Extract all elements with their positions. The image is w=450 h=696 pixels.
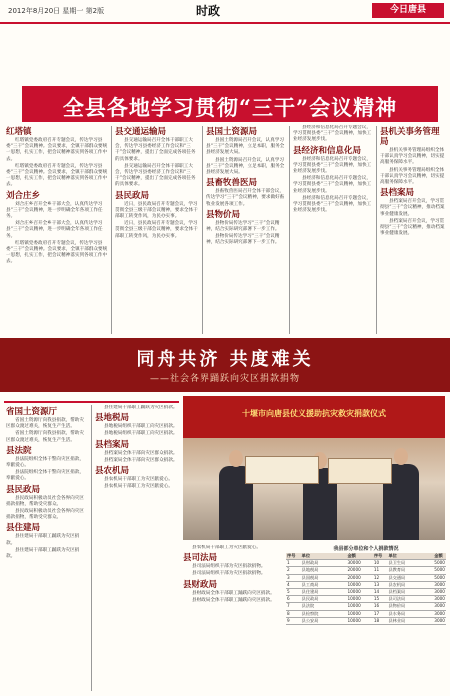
article-body: 县住建局干部职工踊跃为灾区捐款。 — [104, 405, 178, 410]
table-cell: 10000 — [347, 610, 361, 616]
table-cell: 10000 — [347, 617, 361, 623]
table-cell: 县公安局 — [301, 617, 319, 623]
article-body: 近日，县民政局召开专题会议，学习贯彻全县三级干部会议精神，要求全体干部职工转变作风，为民办实事。 — [115, 201, 198, 220]
table-cell: 5000 — [434, 574, 445, 580]
article-body: 县国土资源局召开会议，认真学习县“三干”会议精神，立足本职，服务全县经济发展大局。 — [206, 157, 285, 176]
table-cell: 县检察院 — [301, 610, 319, 616]
article-heading: 省国土资源厅 — [6, 407, 58, 417]
table-row — [286, 611, 446, 618]
article-body: 刘合庄乡召开全乡干部大会，认真传达学习县“三干”会议精神，进一步明确全年各项工作任务。 — [6, 201, 103, 220]
article-heading: 县司法局 — [183, 553, 218, 564]
column-header: 单位 — [301, 553, 311, 558]
article-body: 县民政局积极动员社会各界向灾区捐款捐物，帮助受灾群众。 — [6, 509, 84, 521]
table-cell: 县国税局 — [301, 574, 319, 580]
article-heading: 刘合庄乡 — [6, 190, 41, 201]
table-cell: 5 — [287, 588, 290, 594]
table-cell: 县卫生局 — [388, 560, 406, 566]
article-heading: 县财政局 — [183, 579, 218, 590]
table-row — [286, 589, 446, 596]
table-cell: 县物价局 — [388, 603, 406, 609]
article-body: 近日，县民政局召开专题会议，学习贯彻全县三级干部会议精神，要求全体干部职工转变作风，为民办实事。 — [115, 221, 198, 239]
article-heading: 县档案局 — [380, 188, 415, 199]
article-body: 县司法局组织干部为灾区捐款捐物。 — [192, 564, 266, 570]
article-body: 县法院组织全体干警向灾区捐款，奉献爱心。 — [6, 470, 84, 482]
person-head — [229, 450, 243, 467]
table-row — [286, 618, 446, 625]
main-headline: 全县各地学习贯彻“三干”会议精神 — [62, 95, 398, 120]
table-body — [286, 560, 446, 625]
article-body: 县机关事务管理局组织全体干部认真学习会议精神，切实提高服务保障水平。 — [380, 167, 445, 186]
article-heading: 县交通运输局 — [115, 127, 167, 137]
table-cell: 2 — [287, 567, 290, 573]
article-heading: 县民政局 — [115, 190, 150, 201]
article-body: 县档案局召开会议，学习贯彻县“三干”会议精神，推动档案事业健康发展。 — [380, 218, 445, 237]
table-cell: 10 — [373, 560, 380, 566]
table-cell: 5000 — [434, 567, 445, 573]
column-divider — [289, 126, 290, 334]
table-cell: 8 — [287, 610, 290, 616]
table-cell: 11 — [373, 567, 380, 573]
table-cell: 15 — [373, 596, 380, 602]
table-cell: 16 — [373, 603, 380, 609]
column-header: 序号 — [287, 553, 296, 558]
article-heading: 红塔镇 — [6, 127, 32, 137]
ceremony-banner-text: 十堰市向唐县仗义援助抗灾救灾捐款仪式 — [242, 409, 386, 418]
person-head — [394, 448, 408, 465]
article-heading: 县经济和信息化局 — [293, 145, 362, 156]
article-body: 县档案局召开会议，学习贯彻县“三干”会议精神，推动档案事业健康发展。 — [380, 199, 445, 217]
column-header: 单位 — [388, 553, 397, 558]
article-body: 刘合庄乡召开全乡干部大会，认真传达学习县“三干”会议精神，进一步明确全年各项工作任务。 — [6, 221, 103, 239]
table-cell: 9 — [287, 617, 290, 623]
article-body: 县农机局干部职工为灾区献爱心。 — [192, 545, 261, 550]
article-heading: 县民政局 — [6, 484, 41, 495]
ceremony-banner — [183, 396, 445, 438]
table-cell: 县工商局 — [301, 581, 319, 587]
table-row — [286, 603, 446, 610]
table-cell: 3000 — [434, 610, 445, 616]
article-body: 县法院组织全体干警向灾区捐款，奉献爱心。 — [6, 456, 84, 469]
section-title: 时政 — [196, 4, 221, 18]
table-row — [286, 596, 446, 603]
article-body: 县地税局组织干部职工向灾区捐款。 — [104, 431, 178, 437]
article-body: 县交通运输局召开全体干部职工大会，传达学习县委经济工作会议和“三干”会议精神，提出了全面完成各项任务的具体要求。 — [115, 138, 196, 162]
table-cell: 县民政局 — [301, 596, 319, 602]
table-cell: 县林业局 — [388, 617, 406, 623]
table-cell: 4 — [287, 581, 290, 587]
table-cell: 30000 — [347, 560, 361, 566]
article-body: 红塔镇党委政府召开专题会议，传达学习县委“三干”会议精神。会议要求，全镇干部群众要统一思想，扎实工作，把会议精神落实到各项工作中去。 — [6, 138, 108, 162]
article-body: 红塔镇党委政府召开专题会议，传达学习县委“三干”会议精神。会议要求，全镇干部群众要统一思想，扎实工作，把会议精神落实到各项工作中去。 — [6, 163, 108, 188]
relief-title: 同舟共济 共度难关 — [136, 349, 314, 370]
table-cell: 县法院 — [301, 603, 315, 609]
table-cell: 县财政局 — [301, 560, 319, 566]
article-body: 县住建局干部职工踊跃为灾区捐款。 — [6, 547, 80, 560]
article-heading: 县物价局 — [206, 209, 241, 220]
table-cell: 10000 — [347, 596, 361, 602]
table-cell: 县农机局 — [388, 581, 406, 587]
article-body: 县经济和信息化局召开专题会议，学习贯彻县委“三干”会议精神，加快工业经济发展步伐。 — [293, 156, 372, 175]
table-row — [286, 567, 446, 574]
table-cell: 县档案局 — [388, 588, 406, 594]
article-body: 县财政局全体干部职工踊跃向灾区捐款。 — [192, 590, 275, 596]
article-body: 县经济和信息化局召开专题会议，学习贯彻县委“三干”会议精神，加快工业经济发展步伐。 — [293, 125, 372, 143]
table-cell: 17 — [373, 610, 380, 616]
article-body: 县国土资源局召开会议，认真学习县“三干”会议精神，立足本职，服务全县经济发展大局。 — [206, 138, 285, 156]
table-cell: 5000 — [434, 560, 445, 566]
table-cell: 7 — [287, 603, 290, 609]
donation-ceremony-photo — [183, 396, 445, 540]
table-cell: 10000 — [347, 581, 361, 587]
table-cell: 18 — [373, 617, 380, 623]
main-headline-banner — [22, 86, 438, 122]
table-cell: 12 — [373, 574, 380, 580]
table-cell: 3000 — [434, 617, 445, 623]
column-header: 金额 — [347, 553, 356, 558]
article-body: 县档案局全体干部向灾区群众捐款。 — [104, 450, 178, 456]
donation-cheque — [245, 456, 319, 484]
article-body: 县地税局组织干部职工向灾区捐款。 — [104, 424, 178, 430]
column-6 — [6, 405, 88, 693]
table-cell: 县住建局 — [301, 588, 319, 594]
table-cell: 6 — [287, 596, 290, 602]
table-cell: 10000 — [347, 588, 361, 594]
table-row — [286, 582, 446, 589]
article-body: 县财政局全体干部职工踊跃向灾区捐款。 — [192, 597, 275, 603]
article-heading: 县档案局 — [95, 439, 130, 450]
column-divider — [91, 405, 92, 691]
table-title: 我县部分单位和个人捐款情况 — [333, 546, 399, 552]
column-1 — [6, 125, 108, 335]
article-body: 省国土资源厅向我县捐款，帮助灾区群众渡过难关，恢复生产生活。 — [6, 431, 84, 443]
article-heading: 县地税局 — [95, 413, 130, 424]
table-row — [286, 575, 446, 582]
column-divider — [111, 126, 112, 334]
article-body: 县农机局干部职工为灾区献爱心。 — [104, 477, 173, 483]
table-cell: 20000 — [347, 574, 361, 580]
column-8 — [183, 545, 283, 693]
column-5 — [380, 125, 446, 335]
table-cell: 县教育局 — [388, 567, 406, 573]
masthead — [0, 0, 450, 24]
table-cell: 3000 — [434, 596, 445, 602]
table-cell: 县交通局 — [388, 574, 406, 580]
article-heading: 县住建局 — [6, 523, 41, 534]
column-divider — [376, 126, 377, 334]
relief-banner — [0, 338, 450, 392]
table-cell: 3 — [287, 574, 290, 580]
article-body: 县交通运输局召开全体干部职工大会，传达学习县委经济工作会议和“三干”会议精神，提出了全面完成各项任务的具体要求。 — [115, 163, 196, 188]
article-body: 县档案局全体干部向灾区群众捐款。 — [104, 457, 178, 463]
article-body: 红塔镇党委政府召开专题会议，传达学习县委“三干”会议精神。会议要求，全镇干部群众要统一思想，扎实工作，把会议精神落实到各项工作中去。 — [6, 240, 108, 265]
column-4 — [293, 125, 373, 335]
article-body: 县住建局干部职工踊跃为灾区捐款。 — [6, 534, 80, 546]
column-3 — [206, 125, 286, 335]
table-cell: 县司法局 — [388, 596, 406, 602]
table-cell: 1 — [287, 560, 290, 566]
article-body: 县机关事务管理局组织全体干部认真学习会议精神，切实提高服务保障水平。 — [380, 148, 445, 166]
column-header: 序号 — [373, 553, 383, 558]
table-cell: 3000 — [434, 581, 445, 587]
column-7 — [95, 405, 179, 693]
table-cell: 14 — [373, 588, 380, 594]
article-heading: 县机关事务管理局 — [380, 127, 440, 147]
article-body: 县司法局组织干部为灾区捐款捐物。 — [192, 571, 266, 577]
table-cell: 13 — [373, 581, 380, 587]
table-cell: 20000 — [347, 567, 361, 573]
column-divider — [202, 126, 203, 334]
table-cell: 3000 — [434, 603, 445, 609]
article-body: 省国土资源厅向我县捐款，帮助灾区群众渡过难关，恢复生产生活。 — [6, 418, 84, 430]
relief-subtitle: ——社会各界踊跃向灾区捐款捐物 — [149, 374, 300, 384]
table-cell: 县地税局 — [301, 567, 319, 573]
article-body: 县经济和信息化局召开专题会议，学习贯彻县委“三干”会议精神，加快工业经济发展步伐。 — [293, 176, 372, 194]
donation-cheque — [328, 458, 392, 484]
donation-table — [286, 545, 446, 693]
column-header: 金额 — [434, 553, 443, 558]
table-cell: 县水务局 — [388, 610, 406, 616]
article-heading: 县畜牧兽医局 — [206, 178, 258, 189]
issue-date: 2012年8月20日 星期一 第2版 — [8, 7, 105, 15]
article-body: 县经济和信息化局召开专题会议，学习贯彻县委“三干”会议精神，加快工业经济发展步伐。 — [293, 195, 372, 214]
article-body: 县物价局传达学习“三干”会议精神，结合实际研究部署下一步工作。 — [206, 220, 280, 233]
column-2 — [115, 125, 199, 335]
article-heading: 县国土资源局 — [206, 127, 258, 137]
article-body: 县民政局积极动员社会各界向灾区捐款捐物，帮助受灾群众。 — [6, 495, 84, 507]
article-heading: 县法院 — [6, 445, 32, 456]
article-body: 县物价局传达学习“三干”会议精神，结合实际研究部署下一步工作。 — [206, 234, 280, 246]
article-heading: 县农机局 — [95, 466, 130, 477]
article-body: 县畜牧兽医局召开全体干部会议，传达学习“三干”会议精神，要求做好畜牧业发展各项工作。 — [206, 189, 285, 207]
table-cell: 10000 — [347, 603, 361, 609]
section-rule — [4, 401, 179, 403]
table-header-row — [286, 553, 446, 560]
article-body: 县农机局干部职工为灾区献爱心。 — [104, 484, 173, 490]
table-cell: 3000 — [434, 588, 445, 594]
newspaper-logo: 今日唐县 — [372, 3, 444, 18]
table-row — [286, 560, 446, 567]
